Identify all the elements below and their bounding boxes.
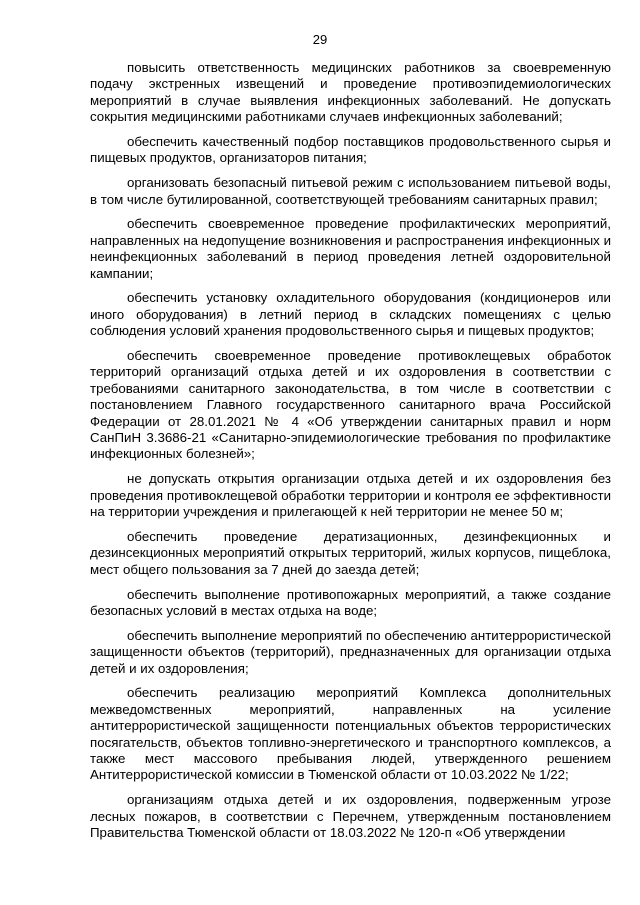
paragraph-3: организовать безопасный питьевой режим с использованием питьевой воды, в том числе бутилированной, соответствующей требованиям санитарных правил; — [90, 175, 611, 207]
paragraph-11: обеспечить реализацию мероприятий Комплекса дополнительных межведомственных мероприятий, направленных на усиление антитеррористической защищенности потенциальных объектов террористических посягательств, объектов топливно-энергетического и транспортного комплексов, а также мест массового пребывания людей, утвержденного решением Антитеррористической комиссии в Тюменской области от 10.03.2022 № 1/22; — [90, 685, 611, 783]
paragraph-10: обеспечить выполнение мероприятий по обеспечению антитеррористической защищенности объектов (территорий), предназначенных для организации отдыха детей и их оздоровления; — [90, 627, 611, 676]
paragraph-5: обеспечить установку охладительного оборудования (кондиционеров или иного оборудования) в летний период в складских помещениях с целью соблюдения условий хранения продовольственного сырья и пищевых продуктов; — [90, 290, 611, 339]
paragraph-7: не допускать открытия организации отдыха детей и их оздоровления без проведения противоклещевой обработки территории и контроля ее эффективности на территории учреждения и прилегающей к ней территории не менее 50 м; — [90, 471, 611, 520]
paragraph-4: обеспечить своевременное проведение профилактических мероприятий, направленных на недопущение возникновения и распространения инфекционных и неинфекционных заболеваний в период проведения летней оздоровительной кампании; — [90, 216, 611, 281]
page-number: 29 — [312, 32, 328, 47]
paragraph-9: обеспечить выполнение противопожарных мероприятий, а также создание безопасных условий в местах отдыха на воде; — [90, 586, 611, 618]
paragraph-8: обеспечить проведение дератизационных, дезинфекционных и дезинсекционных мероприятий открытых территорий, жилых корпусов, пищеблока, мест общего пользования за 7 дней до заезда детей; — [90, 528, 611, 577]
paragraph-12: организациям отдыха детей и их оздоровления, подверженным угрозе лесных пожаров, в соответствии с Перечнем, утвержденным постановлением Правительства Тюменской области от 18.03.2022 № 120-п «Об утверждении — [90, 792, 611, 840]
paragraph-2: обеспечить качественный подбор поставщиков продовольственного сырья и пищевых продуктов, организаторов питания; — [90, 134, 611, 166]
document-body — [90, 60, 611, 841]
paragraph-1: повысить ответственность медицинских работников за своевременную подачу экстренных извещений и проведение противоэпидемиологических мероприятий в случае выявления инфекционных заболеваний. Не допускать сокрытия медицинскими работниками случаев инфекционных заболеваний; — [90, 60, 611, 125]
paragraph-6: обеспечить своевременное проведение противоклещевых обработок территорий организаций отдыха детей и их оздоровления в соответствии с требованиями санитарного законодательства, в том числе в соответствии с постановлением Главного государственного санитарного врача Российской Федерации от 28.01.2021 № 4 «Об утверждении санитарных правил и норм СанПиН 3.3686-21 «Санитарно-эпидемиологические требования по профилактике инфекционных болезней»; — [90, 348, 611, 462]
